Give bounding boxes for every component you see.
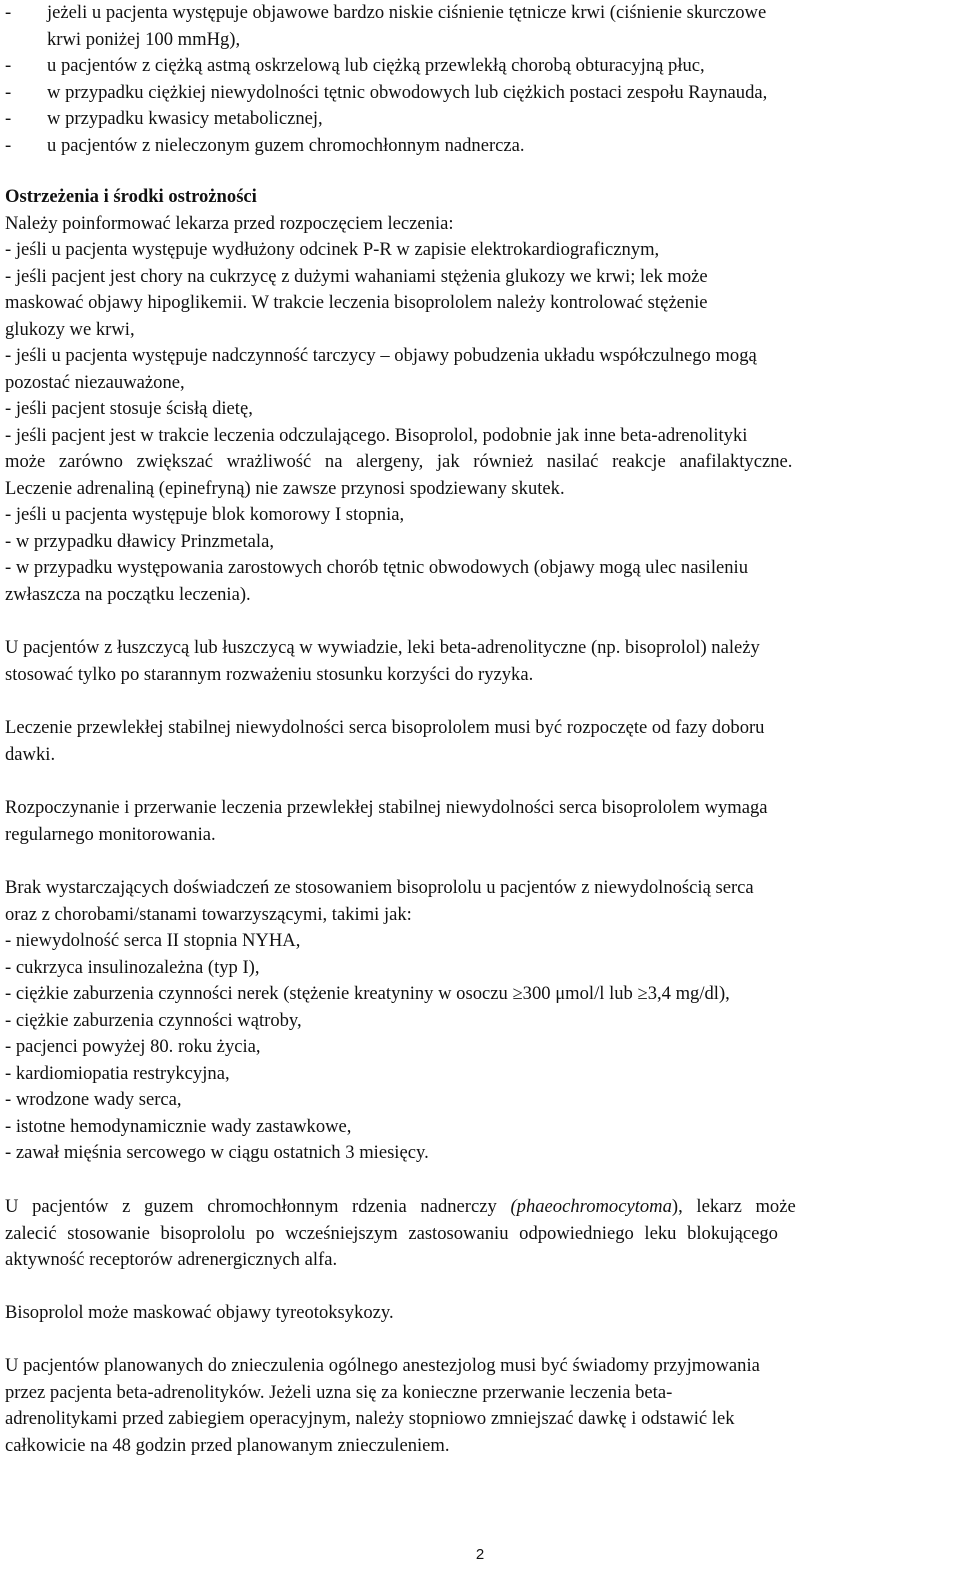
- paragraph-line: Leczenie przewlekłej stabilnej niewydolności serca bisoprololem musi być rozpoczęte od fazy doboru: [5, 717, 765, 738]
- paragraph-line: - jeśli pacjent jest w trakcie leczenia odczulającego. Bisoprolol, podobnie jak inne beta-adrenolityki: [5, 424, 748, 446]
- list-item: - u pacjentów z ciężką astmą oskrzelową lub ciężką przewlekłą chorobą obturacyjną płuc,: [5, 55, 705, 76]
- paragraph-line: Leczenie adrenaliną (epinefryną) nie zawsze przynosi spodziewany skutek.: [5, 477, 565, 499]
- list-item-continuation: krwi poniżej 100 mmHg),: [47, 28, 241, 50]
- section-heading: Ostrzeżenia i środki ostrożności: [5, 186, 257, 207]
- paragraph-line: przez pacjenta beta-adrenolityków. Jeżeli uzna się za konieczne przerwanie leczenia beta-: [5, 1381, 673, 1403]
- contraindication-list: [5, 0, 953, 159]
- list-item: - istotne hemodynamicznie wady zastawkowe,: [5, 1115, 352, 1137]
- list-item: - ciężkie zaburzenia czynności wątroby,: [5, 1009, 302, 1031]
- paragraph-line: U pacjentów z guzem chromochłonnym rdzenia nadnerczy (phaeochromocytoma), lekarz może: [5, 1196, 796, 1217]
- paragraph-line: U pacjentów z łuszczycą lub łuszczycą w wywiadzie, leki beta-adrenolityczne (np. bisoprolol) należy: [5, 637, 760, 658]
- list-item: - w przypadku ciężkiej niewydolności tętnic obwodowych lub ciężkich postaci zespołu Raynauda,: [5, 81, 768, 103]
- paragraph-line: dawki.: [5, 743, 56, 765]
- titration-paragraph: [5, 715, 953, 768]
- experience-section: [5, 875, 953, 1167]
- list-item: - wrodzone wady serca,: [5, 1089, 182, 1110]
- list-item: - cukrzyca insulinozależna (typ I),: [5, 956, 260, 978]
- page-number: 2: [475, 1546, 485, 1563]
- list-item: - ciężkie zaburzenia czynności nerek (stężenie kreatyniny w osoczu ≥300 μmol/l lub ≥3,4 mg/dl),: [5, 983, 730, 1004]
- psoriasis-paragraph: [5, 635, 953, 688]
- paragraph-line: - w przypadku występowania zarostowych chorób tętnic obwodowych (objawy mogą ulec nasileniu: [5, 557, 749, 578]
- paragraph-line: - jeśli u pacjenta występuje wydłużony odcinek P-R w zapisie elektrokardiograficznym,: [5, 239, 660, 260]
- paragraph-line: - w przypadku dławicy Prinzmetala,: [5, 530, 275, 552]
- paragraph-line: glukozy we krwi,: [5, 318, 135, 340]
- warnings-section: [5, 184, 953, 608]
- paragraph-line: Należy poinformować lekarza przed rozpoczęciem leczenia:: [5, 212, 454, 234]
- list-item: - w przypadku kwasicy metabolicznej,: [5, 108, 323, 129]
- list-item: - jeżeli u pacjenta występuje objawowe bardzo niskie ciśnienie tętnicze krwi (ciśnienie skurczowe: [5, 2, 767, 23]
- paragraph-line: pozostać niezauważone,: [5, 371, 185, 393]
- paragraph-line: aktywność receptorów adrenergicznych alfa.: [5, 1249, 338, 1270]
- paragraph-line: Bisoprolol może maskować objawy tyreotoksykozy.: [5, 1302, 394, 1323]
- list-item: - zawał mięśnia sercowego w ciągu ostatnich 3 miesięcy.: [5, 1142, 429, 1163]
- paragraph-line: może zarówno zwiększać wrażliwość na alergeny, jak również nasilać reakcje anafilaktyczne.: [5, 451, 793, 472]
- monitoring-paragraph: [5, 795, 953, 848]
- pheochromocytoma-paragraph: [5, 1194, 953, 1274]
- list-item: - kardiomiopatia restrykcyjna,: [5, 1062, 230, 1084]
- paragraph-line: U pacjentów planowanych do znieczulenia ogólnego anestezjolog musi być świadomy przyjmowania: [5, 1355, 760, 1376]
- paragraph-line: stosować tylko po starannym rozważeniu stosunku korzyści do ryzyka.: [5, 663, 534, 685]
- list-item: - u pacjentów z nieleczonym guzem chromochłonnym nadnercza.: [5, 134, 525, 156]
- anesthesia-paragraph: [5, 1353, 953, 1459]
- paragraph-line: całkowicie na 48 godzin przed planowanym znieczuleniem.: [5, 1434, 450, 1456]
- paragraph-line: - jeśli pacjent stosuje ścisłą dietę,: [5, 398, 253, 419]
- paragraph-line: Brak wystarczających doświadczeń ze stosowaniem bisoprololu u pacjentów z niewydolnością serca: [5, 877, 754, 898]
- thyrotoxicosis-paragraph: [5, 1300, 953, 1327]
- italic-term: (phaeochromocytoma: [510, 1196, 672, 1217]
- paragraph-line: - jeśli pacjent jest chory na cukrzycę z dużymi wahaniami stężenia glukozy we krwi; lek może: [5, 265, 708, 287]
- paragraph-line: - jeśli u pacjenta występuje blok komorowy I stopnia,: [5, 504, 405, 525]
- paragraph-line: - jeśli u pacjenta występuje nadczynność tarczycy – objawy pobudzenia układu współczulnego mogą: [5, 345, 757, 366]
- paragraph-line: maskować objawy hipoglikemii. W trakcie leczenia bisoprololem należy kontrolować stężenie: [5, 292, 708, 313]
- paragraph-line: oraz z chorobami/stanami towarzyszącymi, takimi jak:: [5, 903, 412, 925]
- paragraph-line: zalecić stosowanie bisoprololu po wcześniejszym zastosowaniu odpowiedniego leku blokującego: [5, 1222, 778, 1244]
- list-item: - niewydolność serca II stopnia NYHA,: [5, 930, 301, 951]
- paragraph-line: adrenolitykami przed zabiegiem operacyjnym, należy stopniowo zmniejszać dawkę i odstawić lek: [5, 1408, 735, 1429]
- paragraph-line: Rozpoczynanie i przerwanie leczenia przewlekłej stabilnej niewydolności serca bisoprololem wymaga: [5, 797, 768, 818]
- list-item: - pacjenci powyżej 80. roku życia,: [5, 1036, 261, 1057]
- paragraph-line: regularnego monitorowania.: [5, 823, 216, 845]
- paragraph-line: zwłaszcza na początku leczenia).: [5, 583, 251, 605]
